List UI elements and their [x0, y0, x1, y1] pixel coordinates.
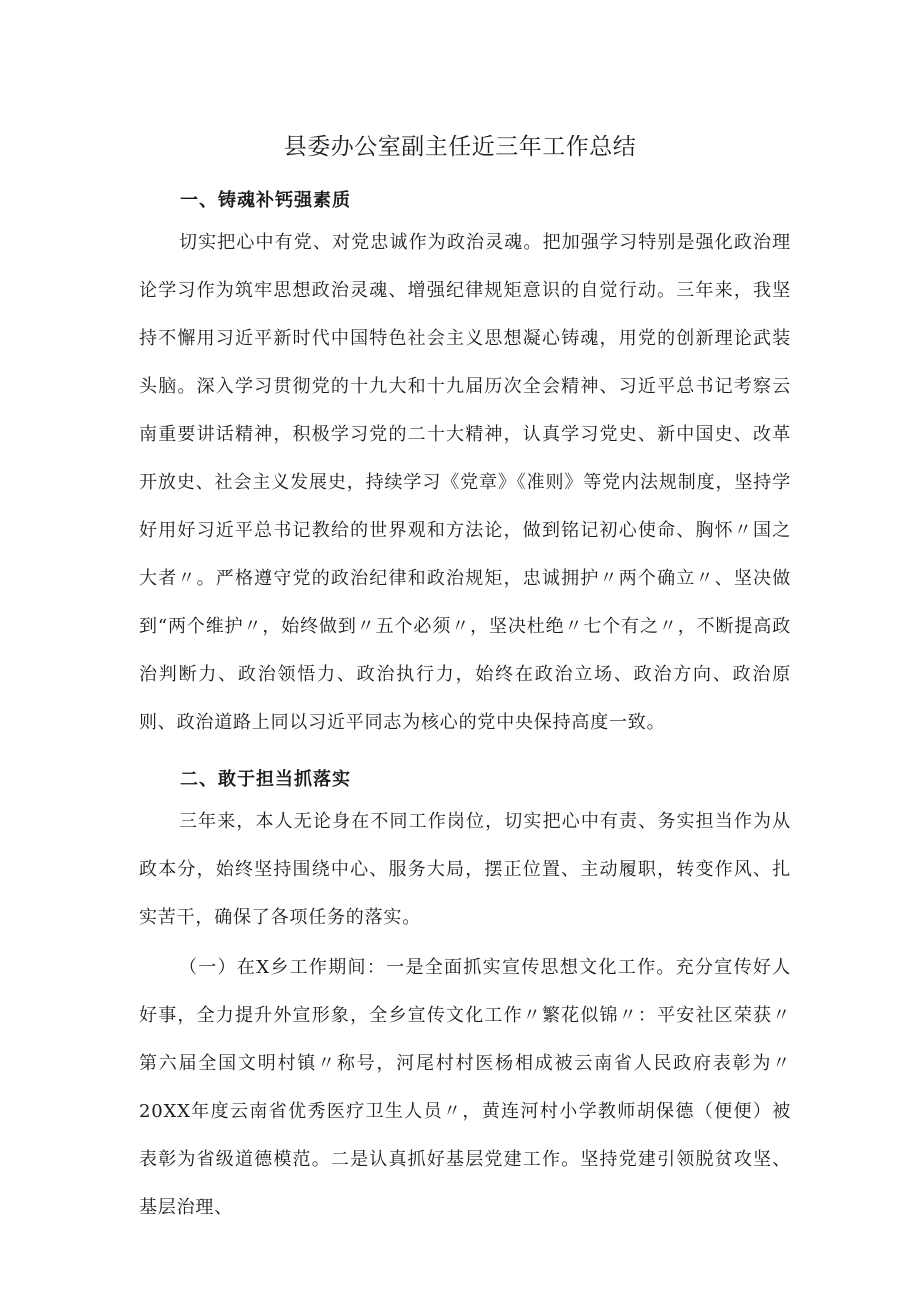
section-heading-2: 二、敢于担当抓落实	[180, 769, 351, 790]
section-heading-1: 一、铸魂补钙强素质	[180, 190, 351, 211]
section-1-paragraph-1: 切实把心中有党、对党忠诚作为政治灵魂。把加强学习特别是强化政治理论学习作为筑牢思想政治灵魂、增强纪律规矩意识的自觉行动。三年来，我坚持不懈用习近平新时代中国特色社会主义思想凝心铸魂，用党的创新理论武装头脑。深入学习贯彻党的十九大和十九届历次全会精神、习近平总书记考察云南重要讲话精神，积极学习党的二十大精神，认真学习党史、新中国史、改革开放史、社会主义发展史，持续学习《党章》《准则》等党内法规制度，坚持学好用好习近平总书记教给的世界观和方法论，做到铭记初心使命、胸怀〃国之大者〃。严格遵守党的政治纪律和政治规矩，忠诚拥护〃两个确立〃、坚决做到“两个维护〃，始终做到〃五个必须〃，坚决杜绝〃七个有之〃，不断提高政治判断力、政治领悟力、政治执行力，始终在政治立场、政治方向、政治原则、政治道路上同以习近平同志为核心的党中央保持高度一致。	[139, 232, 791, 733]
section-2-paragraph-1: 三年来，本人无论身在不同工作岗位，切实把心中有责、务实担当作为从政本分，始终坚持围绕中心、服务大局，摆正位置、主动履职，转变作风、扎实苦干，确保了各项任务的落实。	[139, 811, 791, 928]
document-title: 县委办公室副主任近三年工作总结	[283, 134, 637, 160]
section-2-paragraph-2: （一）在X乡工作期间：一是全面抓实宣传思想文化工作。充分宣传好人好事，全力提升外宣形象，全乡宣传文化工作〃繁花似锦〃：平安社区荣获〃第六届全国文明村镇〃称号，河尾村村医杨相成被云南省人民政府表彰为〃20XX年度云南省优秀医疗卫生人员〃，黄连河村小学教师胡保德（便便）被表彰为省级道德模范。二是认真抓好基层党建工作。坚持党建引领脱贫攻坚、基层治理、	[139, 957, 791, 1218]
